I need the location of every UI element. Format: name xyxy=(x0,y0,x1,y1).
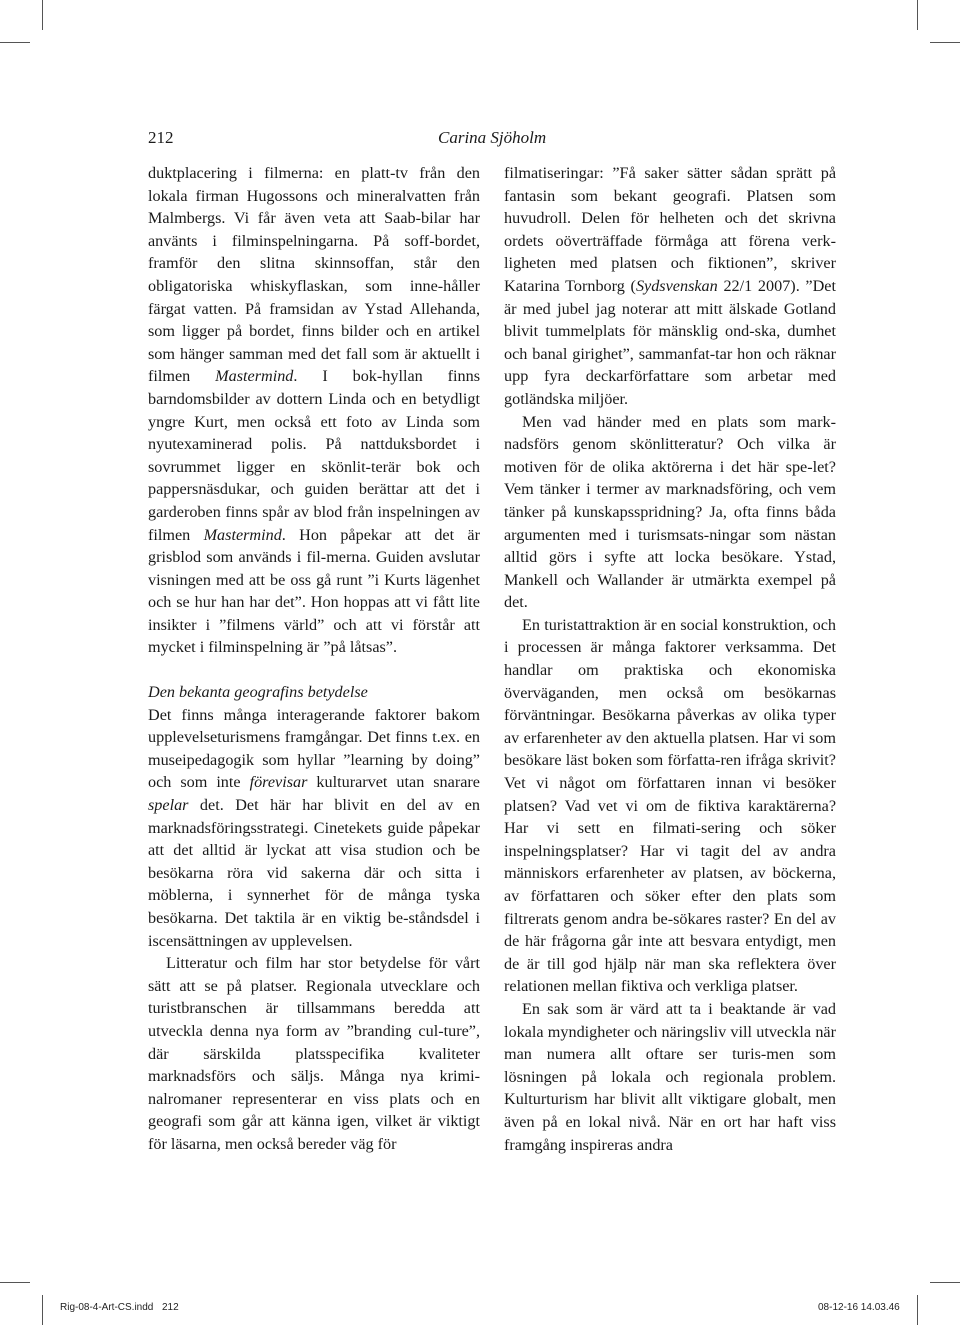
running-head: Carina Sjöholm xyxy=(438,128,547,147)
crop-mark xyxy=(917,0,918,30)
crop-mark xyxy=(917,1295,918,1325)
paragraph: En sak som är värd att ta i beaktande är vad lokala myndigheter och näringsliv vill utveckla när man numera allt oftare ser turis-men som lösningen på lokala och regionala problem. Kulturturism har blivit allt viktigare globalt, men även på en lokal nivå. När en ort har haft viss framgång inspireras andra xyxy=(504,999,836,1154)
paragraph: Men vad händer med en plats som mark-nadsförs genom skönlitteratur? Och vilka är motiven för de olika aktörerna i det här spe-let? Vem tänker i termer av marknadsföring, och vem tänker på kunskapsspridning? Ja, ofta finns båda argumenten med i turismsats-ningar som nästan alltid görs i syfte att locka besökare. Ystad, Mankell och Wallander är utmärkta exempel på det. xyxy=(504,412,836,612)
paragraph: duktplacering i filmerna: en platt-tv från den lokala firman Hugossons och mineralvatten från Malmbergs. Vi får även veta att Saab-bilar har använts i filminspelningarna. På soff-bordet, framför den slitna skinnsoffan, står den obligatoriska whiskyflaskan, som inne-håller färgat vatten. På framsidan av Ystad Allehanda, som ligger på bordet, finns bilder och en artikel som hänger samman med det fall som är aktuellt i filmen Mastermind. I bok-hyllan finns barndomsbilder av dottern Linda och en betydligt yngre Kurt, men också ett foto av Linda som nyutexaminerad polis. På nattduksbordet i sovrummet ligger en skönlit-terär bok och pappersnäsdukar, och guiden berättar att det i garderoben finns spår av blod från inspelningen av filmen Mastermind. Hon påpekar att det är grisblod som används i fil-merna. Guiden avslutar visningen med att be oss gå runt ”i Kurts lägenhet och se hur han har det”. Hon hoppas att vi fått lite insikter i ”filmens värld” och att vi förstår att mycket i filminspelning är ”på låtsas”. xyxy=(148,164,480,657)
slug-timestamp: 08-12-16 14.03.46 xyxy=(818,1302,900,1313)
crop-mark xyxy=(930,42,960,43)
crop-mark xyxy=(42,1295,43,1325)
crop-mark xyxy=(0,42,30,43)
slug-filename: Rig-08-4-Art-CS.indd xyxy=(60,1302,154,1313)
paragraph: Litteratur och film har stor betydelse för vårt sätt att se på platser. Regionala utvecklare och turistbranschen är tillsammans beredda att utveckla denna nya form av ”branding cul-ture”, där särskilda platsspecifika kvaliteter marknadsförs och säljs. Många nya krimi-nalromaner representerar en viss plats och en geografi som går att känna igen, vilket är viktigt för läsarna, men också bereder väg för xyxy=(148,954,480,1153)
section-heading: Den bekanta geografins betydelse xyxy=(148,683,368,702)
paragraph: Det finns många interagerande faktorer bakom upplevelseturismens framgångar. Det finns t.ex. en museipedagogik som hyllar ”learning by doing” och som inte förevisar kulturarvet utan snarare spelar det. Det här har blivit en del av en marknadsföringsstrategi. Cinetekets guide påpekar att det alltid är lyckat att visa studion och be besökarna röra vid sakerna där och sitta i möblerna, i synnerhet för de många tyska besökarna. Det taktila är en viktig be-ståndsdel i iscensättningen av upplevelsen. xyxy=(148,705,480,950)
crop-mark xyxy=(0,1282,30,1283)
right-column xyxy=(504,162,836,1156)
paragraph: En turistattraktion är en social konstruktion, och i processen är många faktorer verksamma. Det handlar om praktiska och ekonomiska överväganden, men också om besökarnas förväntningar. Besökarna påverkas av olika typer av erfarenheter av den aktuella platsen. Har vi som besökare läst boken som författa-ren ifråga skrivit? Vet vi något om författaren innan vi besöker platsen? Vad vet vi om de fiktiva karaktärerna? Har vi sett en filmati-sering och söker inspelningsplatser? Har vi tagit del av andra människors erfarenheter av platsen, av böckerna, av författaren och söker efter den plats som filtrerats genom andra be-sökares raster? En del av de här frågorna går inte att besvara entydigt, men de är till god hjälp när man ska reflektera över relationen mellan fiktiva och verkliga platser. xyxy=(504,615,836,996)
crop-mark xyxy=(42,0,43,30)
page-number: 212 xyxy=(148,128,174,147)
slug-page: 212 xyxy=(162,1302,179,1313)
crop-mark xyxy=(930,1282,960,1283)
paragraph: filmatiseringar: ”Få saker sätter sådan sprätt på fantasin som bekant geografi. Platsen som huvudroll. Delen för helheten och det skrivna ordets oöverträffade förmåga att förena verk-ligheten med platsen och fiktionen”, skriver Katarina Tornborg (Sydsvenskan 22/1 2007). ”Det är med jubel jag noterar att mitt älskade Gotland blivit tummelplats för mänsklig ond-ska, dumhet och banal girighet”, sammanfat-tar hon och räknar upp fyra deckarförfattare som arbetar med gotländska miljöer. xyxy=(504,164,836,408)
left-column xyxy=(148,162,480,1156)
